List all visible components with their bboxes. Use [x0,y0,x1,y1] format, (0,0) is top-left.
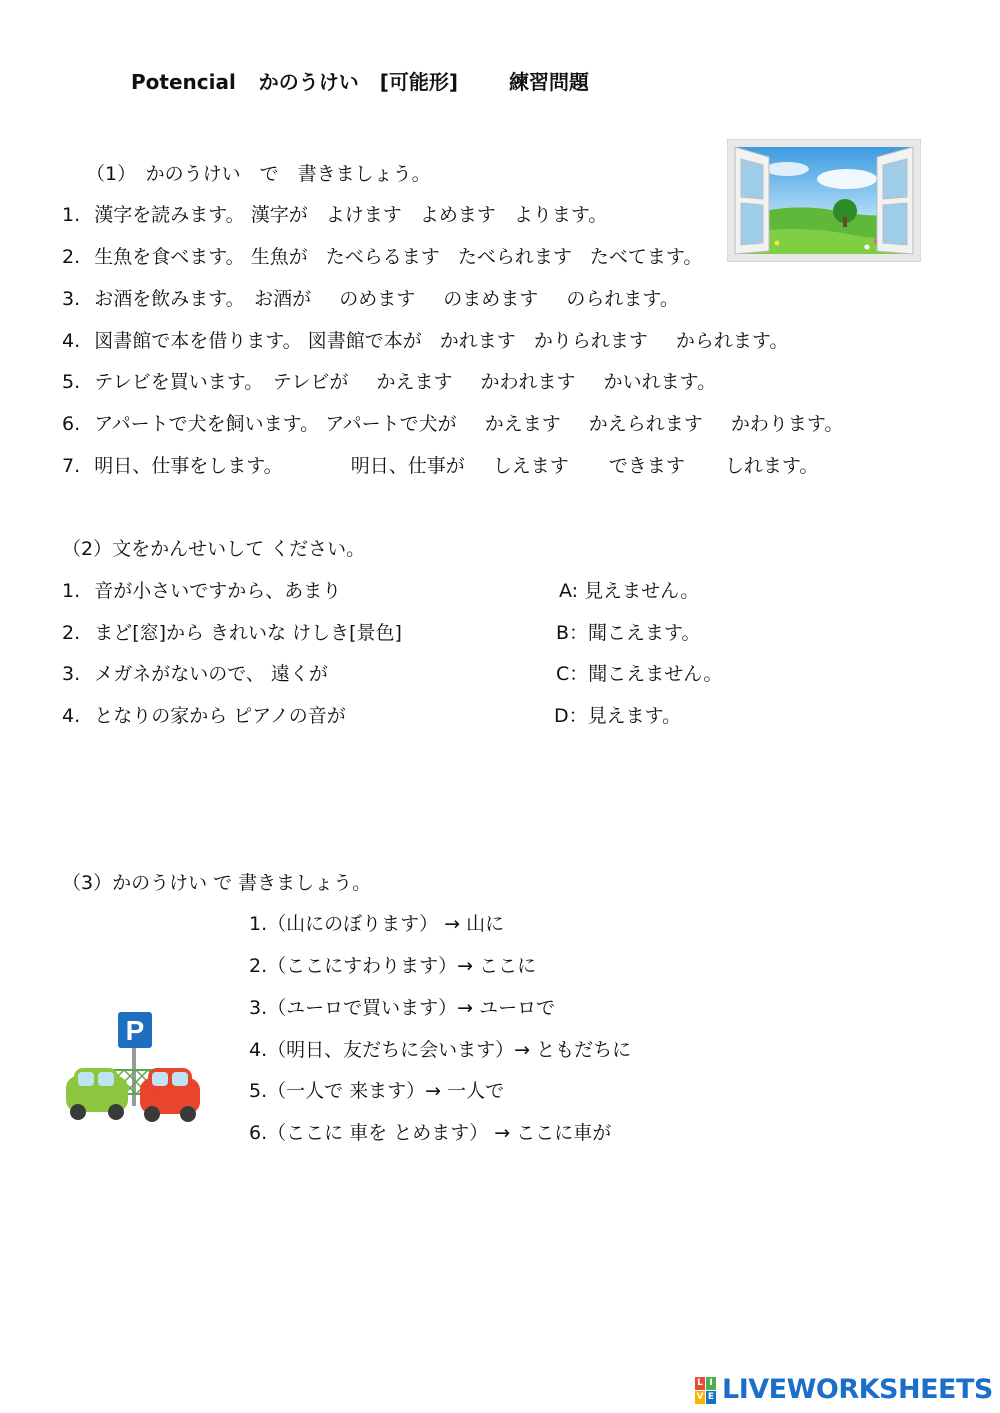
item-prompt: アパートで犬を飼います。 アパートで犬が [94,413,457,435]
badge-letter: E [707,1392,715,1402]
answer-b[interactable]: B：聞こえます。 [556,622,701,644]
badge-letter: V [696,1392,704,1402]
item-prompt: 図書館で本を借ります。 図書館で本が [94,330,422,352]
liveworksheets-logo[interactable] [695,1374,995,1408]
item-number: 1. [62,580,81,602]
section2-item-3 [62,660,328,688]
logo-badge-icon [695,1377,717,1405]
item-number: 1. [62,204,81,226]
section3-item-3: 3.（ユーロで買います）→ ユーロで [249,997,556,1019]
page-title [131,66,589,95]
title-kanji: [可能形] [379,70,459,94]
option-2[interactable]: かわれます [480,371,576,393]
option-2[interactable]: よめます [419,204,496,226]
option-2[interactable]: かりられます [533,330,648,352]
option-1[interactable]: かえます [484,413,561,435]
section1-item-6 [62,410,843,438]
window-landscape-image [727,139,921,262]
option-1[interactable]: よけます [325,204,402,226]
item-number: 2. [62,622,81,644]
option-3[interactable]: かられます。 [675,330,789,352]
item-prompt-2: 明日、仕事が [350,455,465,477]
item-number: 3. [62,663,81,685]
option-1[interactable]: たべらるます [325,246,440,268]
item-number: 5. [62,371,81,393]
parking-image [60,1008,206,1126]
option-3[interactable]: しれます。 [724,455,819,477]
option-2[interactable]: かえられます [588,413,703,435]
option-3[interactable]: かわります。 [730,413,844,435]
option-2[interactable]: のまめます [443,288,539,310]
section2-item-2 [62,619,402,647]
option-3[interactable]: よります。 [513,204,608,226]
title-kanoukei: かのうけい [258,70,359,94]
option-3[interactable]: のられます。 [566,288,679,310]
item-prompt: 明日、仕事をします。 [94,455,283,477]
option-3[interactable]: かいれます。 [603,371,717,393]
section1-item-7 [62,452,818,480]
section2-heading: （2）文をかんせいして ください。 [62,538,366,560]
section1-item-4 [62,327,788,355]
item-text: まど[窓]から きれいな けしき[景色] [94,622,402,644]
item-prompt: 生魚を食べます。 生魚が [94,246,308,268]
item-prompt: 漢字を読みます。 漢字が [94,204,308,226]
title-potencial: Potencial [131,70,236,94]
item-number: 2. [62,246,81,268]
parking-sign-letter: P [125,1015,145,1046]
section1-heading: （1） かのうけい で 書きましょう。 [86,163,431,185]
item-number: 6. [62,413,81,435]
section3-item-4: 4.（明日、友だちに会います）→ ともだちに [249,1039,632,1061]
item-text: 音が小さいですから、あまり [94,580,342,602]
section1-item-1 [62,201,607,229]
option-1[interactable]: かれます [439,330,516,352]
item-text: となりの家から ピアノの音が [94,705,346,727]
option-2[interactable]: たべられます [457,246,572,268]
item-number: 4. [62,330,81,352]
section2-item-1 [62,577,341,605]
item-number: 4. [62,705,81,727]
section3-item-6: 6.（ここに 車を とめます） → ここに車が [249,1122,612,1144]
option-1[interactable]: かえます [376,371,453,393]
item-number: 7. [62,455,81,477]
item-prompt: お酒を飲みます。 お酒が [94,288,312,310]
option-2[interactable]: できます [608,455,685,477]
section3-item-5: 5.（一人で 来ます）→ 一人で [249,1080,505,1102]
option-1[interactable]: しえます [492,455,569,477]
badge-letter: L [695,1377,705,1390]
answer-d[interactable]: D：見えます。 [554,705,682,727]
item-text: メガネがないので、 遠くが [94,663,328,685]
answer-c[interactable]: C：聞こえません。 [556,663,723,685]
item-prompt: テレビを買います。 テレビが [94,371,349,393]
section3-item-2: 2.（ここにすわります）→ ここに [249,955,537,977]
item-number: 3. [62,288,81,310]
section3-heading: （3）かのうけい で 書きましょう。 [62,872,372,894]
section2-item-4 [62,702,346,730]
option-1[interactable]: のめます [339,288,416,310]
badge-letter: I [706,1377,716,1390]
section1-item-2 [62,243,702,271]
logo-text: LIVEWORKSHEETS [722,1374,993,1405]
option-3[interactable]: たべてます。 [589,246,703,268]
section1-item-5 [62,368,716,396]
section3-item-1: 1.（山にのぼります） → 山に [249,913,505,935]
answer-a[interactable]: A: 見えません。 [559,580,700,602]
title-practice: 練習問題 [509,70,590,94]
section1-item-3 [62,285,679,313]
